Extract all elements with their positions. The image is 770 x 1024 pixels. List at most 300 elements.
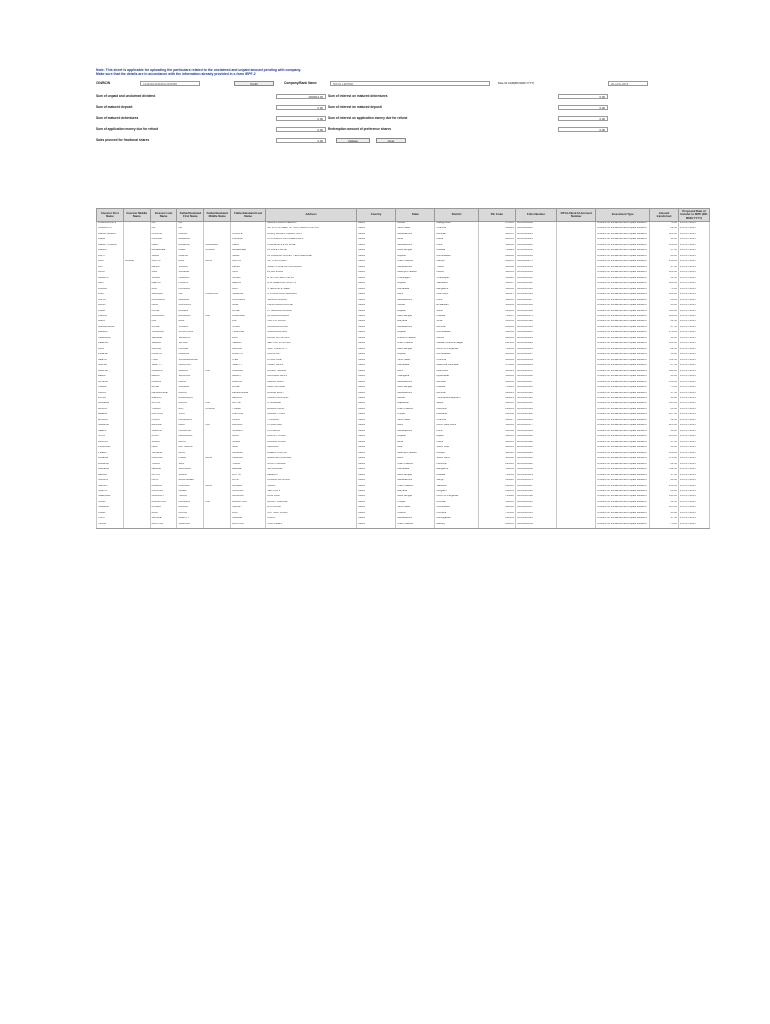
table-cell[interactable]: West Bengal — [396, 315, 435, 320]
table-cell[interactable]: JAYANAGAR — [266, 468, 357, 473]
table-cell[interactable]: Amount for unclaimed and unpaid dividend — [596, 457, 650, 462]
table-cell[interactable]: MODI — [231, 435, 266, 440]
table-cell[interactable]: Maharashtra — [396, 326, 435, 331]
table-cell[interactable]: 22.50 — [650, 227, 679, 232]
table-cell[interactable]: 300.00 — [650, 233, 679, 238]
table-cell[interactable]: KELA — [231, 244, 266, 249]
table-cell[interactable]: INDIA — [357, 353, 396, 358]
table-cell[interactable]: SEKHAR — [150, 337, 177, 342]
table-cell[interactable]: Maharashtra — [396, 517, 435, 522]
table-cell[interactable]: Pune — [435, 244, 478, 249]
table-cell[interactable]: INDIA — [357, 359, 396, 364]
table-cell[interactable]: Bareilly — [435, 523, 478, 529]
table-cell[interactable]: 395001 — [478, 310, 515, 315]
table-cell[interactable]: JOSHI — [150, 326, 177, 331]
table-cell[interactable]: Gujarat — [396, 353, 435, 358]
table-cell[interactable]: 380009 — [478, 331, 515, 336]
table-cell[interactable]: MADAN — [177, 370, 204, 375]
table-cell[interactable]: REKHA — [97, 474, 124, 479]
table-cell[interactable]: NOC0000084 — [515, 266, 556, 271]
table-cell[interactable]: CIDCO — [266, 517, 357, 522]
table-cell[interactable]: MISHRA — [150, 485, 177, 490]
table-cell[interactable]: NOC0000186 — [515, 320, 556, 325]
table-cell[interactable]: PATEL — [150, 310, 177, 315]
table-cell[interactable]: Gujarat — [396, 282, 435, 287]
table-cell[interactable]: LAL — [204, 402, 231, 407]
table-cell[interactable]: SINHA — [150, 441, 177, 446]
table-cell[interactable]: North 24 Parganas — [435, 348, 478, 353]
table-cell[interactable]: INDIA — [357, 523, 396, 529]
table-cell[interactable]: 416416 — [478, 479, 515, 484]
table-cell[interactable]: Uttar Pradesh — [396, 342, 435, 347]
table-cell[interactable]: PATIL — [150, 479, 177, 484]
table-cell[interactable]: NOC0000344 — [515, 408, 556, 413]
table-cell[interactable]: VIJAY — [177, 413, 204, 418]
table-cell[interactable]: AJIT — [97, 266, 124, 271]
table-cell[interactable]: INDIA — [357, 238, 396, 243]
table-cell[interactable]: 52.50 — [650, 419, 679, 424]
table-cell[interactable]: BOSE — [150, 386, 177, 391]
table-cell[interactable]: 27 SARDAR NAGAR — [266, 310, 357, 315]
table-cell[interactable]: 270.00 — [650, 331, 679, 336]
table-cell[interactable]: PRAKASH — [177, 430, 204, 435]
table-cell[interactable]: Maharashtra — [396, 479, 435, 484]
table-cell[interactable]: NOC0000383 — [515, 430, 556, 435]
table-cell[interactable]: Pune — [435, 430, 478, 435]
table-cell[interactable]: Patna — [435, 441, 478, 446]
table-cell[interactable]: KIRAN — [97, 392, 124, 397]
table-cell[interactable]: INDIA — [357, 517, 396, 522]
table-cell[interactable]: ABHIJIT — [97, 249, 124, 254]
table-cell[interactable]: PREETI — [97, 452, 124, 457]
table-cell[interactable]: North West Delhi — [435, 424, 478, 429]
table-cell[interactable]: Amount for unclaimed and unpaid dividend — [596, 506, 650, 511]
table-cell[interactable]: INDIA — [357, 348, 396, 353]
table-cell[interactable]: ALKA — [97, 271, 124, 276]
table-cell[interactable]: INDIA — [357, 233, 396, 238]
table-cell[interactable]: NOC0000316 — [515, 392, 556, 397]
table-cell[interactable]: Amount for unclaimed and unpaid dividend — [596, 381, 650, 386]
table-cell[interactable]: GANGULY — [150, 495, 177, 500]
table-cell[interactable]: RAGHAVAN — [177, 397, 204, 402]
table-cell[interactable]: 60.00 — [650, 490, 679, 495]
table-cell[interactable]: MODI — [150, 435, 177, 440]
agm-date-input[interactable]: 20-AUG-2015 — [608, 81, 648, 86]
table-cell[interactable]: 22.50 — [650, 320, 679, 325]
table-cell[interactable]: CHOPRA — [150, 490, 177, 495]
table-cell[interactable]: Maharashtra — [396, 266, 435, 271]
table-cell[interactable]: 641002 — [478, 506, 515, 511]
table-cell[interactable]: GOPAL — [177, 512, 204, 517]
table-cell[interactable]: INDIA — [357, 370, 396, 375]
table-cell[interactable]: 15-OCT-2015 — [678, 293, 709, 298]
table-cell[interactable]: INDIA — [357, 255, 396, 260]
table-cell[interactable]: NOC0000021 — [515, 233, 556, 238]
table-cell[interactable]: PRAVIN — [177, 282, 204, 287]
table-cell[interactable]: 117 CIVIL LINES — [266, 260, 357, 265]
table-cell[interactable]: 135.00 — [650, 310, 679, 315]
table-cell[interactable]: ABHA — [97, 238, 124, 243]
table-cell[interactable]: 82.50 — [650, 463, 679, 468]
table-cell[interactable]: NOC0000006 — [515, 222, 556, 228]
table-cell[interactable]: Amount for unclaimed and unpaid dividend — [596, 479, 650, 484]
table-cell[interactable]: PALLIKKARA HOUSE — [266, 304, 357, 309]
table-cell[interactable]: JAYANTILAL — [177, 331, 204, 336]
validate-button[interactable]: Validate — [336, 138, 370, 143]
table-cell[interactable]: RATAN — [177, 402, 204, 407]
table-cell[interactable]: KALUPUR — [266, 353, 357, 358]
table-cell[interactable]: SECTOR 9 — [266, 490, 357, 495]
table-cell[interactable]: 15-OCT-2015 — [678, 523, 709, 529]
table-cell[interactable]: Ahmedabad — [435, 255, 478, 260]
table-cell[interactable]: MALHOTRA — [231, 501, 266, 506]
table-cell[interactable]: Amount for unclaimed and unpaid dividend — [596, 320, 650, 325]
table-cell[interactable]: BHARAT — [97, 331, 124, 336]
table-cell[interactable]: INDIA — [357, 435, 396, 440]
table-cell[interactable]: NOC0000358 — [515, 413, 556, 418]
table-cell[interactable]: GOYAL — [150, 402, 177, 407]
table-cell[interactable]: PRASAD — [150, 238, 177, 243]
table-cell[interactable]: SAWANT — [150, 430, 177, 435]
table-cell[interactable]: Kerala — [396, 222, 435, 228]
table-cell[interactable]: NOC0000228 — [515, 342, 556, 347]
table-cell[interactable]: REDDY — [150, 375, 177, 380]
table-cell[interactable]: 112.50 — [650, 468, 679, 473]
table-cell[interactable]: Gujarat — [396, 310, 435, 315]
table-cell[interactable]: 45.00 — [650, 238, 679, 243]
table-cell[interactable]: VISHNU — [177, 326, 204, 331]
table-cell[interactable]: NATH — [204, 485, 231, 490]
table-cell[interactable]: THAKKAR — [231, 331, 266, 336]
table-cell[interactable]: ANANT — [177, 392, 204, 397]
table-cell[interactable]: 380001 — [478, 353, 515, 358]
table-cell[interactable]: GUPTA — [150, 260, 177, 265]
table-cell[interactable]: INDIA — [357, 331, 396, 336]
table-cell[interactable]: KUMAR — [204, 249, 231, 254]
table-cell[interactable]: 700007 — [478, 315, 515, 320]
table-cell[interactable]: Punjab — [396, 501, 435, 506]
table-cell[interactable]: 97.50 — [650, 326, 679, 331]
table-cell[interactable]: INDIA — [357, 386, 396, 391]
table-cell[interactable]: 15-OCT-2015 — [678, 359, 709, 364]
table-cell[interactable]: IYER — [231, 359, 266, 364]
table-cell[interactable]: ANAND — [97, 288, 124, 293]
table-cell[interactable]: Maharashtra — [396, 392, 435, 397]
table-cell[interactable]: 15-OCT-2015 — [678, 348, 709, 353]
table-cell[interactable]: RAJ — [177, 408, 204, 413]
table-cell[interactable]: NOC0000461 — [515, 474, 556, 479]
table-cell[interactable]: TAPAN — [177, 495, 204, 500]
table-cell[interactable]: 67.50 — [650, 441, 679, 446]
table-cell[interactable]: NOC0000093 — [515, 271, 556, 276]
table-cell[interactable]: DEEPAK — [97, 342, 124, 347]
table-cell[interactable]: 403601 — [478, 446, 515, 451]
table-cell[interactable]: 90.00 — [650, 397, 679, 402]
table-cell[interactable]: JOSHI — [231, 326, 266, 331]
table-cell[interactable]: Chandigarh — [435, 277, 478, 282]
table-cell[interactable]: 15-OCT-2015 — [678, 233, 709, 238]
table-cell[interactable]: RASTOGI — [150, 523, 177, 529]
table-cell[interactable]: NOC0000133 — [515, 293, 556, 298]
table-cell[interactable]: NOC0000335 — [515, 402, 556, 407]
table-cell[interactable]: OM — [204, 424, 231, 429]
table-cell[interactable]: 15-OCT-2015 — [678, 402, 709, 407]
table-cell[interactable]: TIWARI — [150, 408, 177, 413]
table-cell[interactable]: 141002 — [478, 413, 515, 418]
table-cell[interactable]: B 12 NEELKANTH APTS — [266, 282, 357, 287]
table-cell[interactable]: AGARWAL — [150, 315, 177, 320]
table-cell[interactable]: Punjab — [396, 413, 435, 418]
table-cell[interactable]: VENKATA — [177, 337, 204, 342]
table-cell[interactable]: 60.00 — [650, 299, 679, 304]
table-cell[interactable]: Amount for unclaimed and unpaid dividend — [596, 304, 650, 309]
table-cell[interactable]: KUMAR — [204, 408, 231, 413]
table-cell[interactable]: Aurangabad — [435, 517, 478, 522]
table-cell[interactable]: 120.00 — [650, 271, 679, 276]
table-cell[interactable]: Gujarat — [396, 255, 435, 260]
table-cell[interactable]: 15-OCT-2015 — [678, 249, 709, 254]
table-cell[interactable]: 165.00 — [650, 342, 679, 347]
table-cell[interactable]: 15-OCT-2015 — [678, 370, 709, 375]
table-cell[interactable]: Amount for unclaimed and unpaid dividend — [596, 315, 650, 320]
table-cell[interactable]: 195.00 — [650, 402, 679, 407]
table-cell[interactable]: Chandigarh — [396, 277, 435, 282]
table-cell[interactable]: 12 BURRA BAZAR — [266, 315, 357, 320]
table-cell[interactable]: RAMESH — [97, 468, 124, 473]
table-cell[interactable]: INDIA — [357, 501, 396, 506]
table-cell[interactable]: Amount for unclaimed and unpaid dividend — [596, 310, 650, 315]
table-cell[interactable]: KOLHAPUR ROAD — [266, 479, 357, 484]
table-cell[interactable]: Amount for unclaimed and unpaid dividend — [596, 370, 650, 375]
table-cell[interactable]: NOC0000040 — [515, 244, 556, 249]
table-cell[interactable]: LAJPAT NAGAR — [266, 370, 357, 375]
table-cell[interactable]: 15-OCT-2015 — [678, 506, 709, 511]
table-cell[interactable]: Varanasi — [435, 485, 478, 490]
table-cell[interactable]: VERMA — [231, 342, 266, 347]
table-cell[interactable]: NA — [150, 222, 177, 228]
table-cell[interactable]: INDIA — [357, 490, 396, 495]
table-cell[interactable]: Patna — [435, 238, 478, 243]
table-cell[interactable]: 751006 — [478, 512, 515, 517]
table-cell[interactable]: RAJKOT ROAD — [266, 435, 357, 440]
table-cell[interactable]: RAMESH — [177, 244, 204, 249]
table-cell[interactable]: HARILAL — [177, 353, 204, 358]
table-cell[interactable]: VASANT — [177, 266, 204, 271]
table-cell[interactable]: MAHESH — [97, 402, 124, 407]
table-cell[interactable]: 226001 — [478, 408, 515, 413]
table-cell[interactable]: 201301 — [478, 342, 515, 347]
table-cell[interactable]: 45.00 — [650, 304, 679, 309]
table-cell[interactable]: NOC0000508 — [515, 495, 556, 500]
table-cell[interactable]: Amount for unclaimed and unpaid dividend — [596, 227, 650, 232]
table-cell[interactable]: 15-OCT-2015 — [678, 468, 709, 473]
table-cell[interactable]: BANWARI — [177, 315, 204, 320]
table-cell[interactable]: NATH — [204, 457, 231, 462]
table-cell[interactable]: Amount for unclaimed and unpaid dividend — [596, 342, 650, 347]
table-cell[interactable]: NOC0000282 — [515, 375, 556, 380]
table-cell[interactable]: MYLAPORE — [266, 359, 357, 364]
table-cell[interactable]: 15-OCT-2015 — [678, 441, 709, 446]
table-cell[interactable]: 15-OCT-2015 — [678, 271, 709, 276]
table-cell[interactable]: SHETTY — [231, 364, 266, 369]
table-cell[interactable]: RASTOGI — [231, 523, 266, 529]
table-cell[interactable]: AMARJIT — [97, 277, 124, 282]
table-cell[interactable]: Amount for unclaimed and unpaid dividend — [596, 402, 650, 407]
table-cell[interactable]: West Bengal — [396, 386, 435, 391]
table-cell[interactable]: Tamil Nadu — [396, 506, 435, 511]
table-cell[interactable]: Maharashtra — [396, 233, 435, 238]
table-cell[interactable]: JAIN — [231, 271, 266, 276]
table-cell[interactable]: 105.00 — [650, 435, 679, 440]
table-cell[interactable]: NOC0000205 — [515, 331, 556, 336]
table-cell[interactable]: Delhi — [396, 370, 435, 375]
table-cell[interactable]: 452001 — [478, 271, 515, 276]
table-cell[interactable]: RAO — [150, 288, 177, 293]
table-cell[interactable]: DILIP — [97, 348, 124, 353]
table-cell[interactable]: 400004 — [478, 326, 515, 331]
table-cell[interactable]: West Bengal — [396, 348, 435, 353]
table-cell[interactable]: 400064 — [478, 381, 515, 386]
table-cell[interactable]: 15-OCT-2015 — [678, 304, 709, 309]
table-cell[interactable]: 110048 — [478, 457, 515, 462]
table-cell[interactable]: INDIA — [357, 282, 396, 287]
table-cell[interactable]: A MANSOOR S — [97, 222, 124, 228]
table-cell[interactable]: RAO — [231, 337, 266, 342]
table-cell[interactable]: 15-OCT-2015 — [678, 485, 709, 490]
table-cell[interactable]: KRISHNA — [177, 288, 204, 293]
table-cell[interactable]: NOC0000071 — [515, 260, 556, 265]
table-cell[interactable]: INDIA — [357, 392, 396, 397]
prefill-button[interactable]: Prefill — [234, 81, 274, 86]
table-cell[interactable]: 15-OCT-2015 — [678, 457, 709, 462]
table-cell[interactable]: MEHTA — [150, 282, 177, 287]
table-cell[interactable]: IYER — [150, 359, 177, 364]
table-cell[interactable]: CHANDRA — [204, 244, 231, 249]
table-cell[interactable]: Gurgaon — [435, 490, 478, 495]
table-cell[interactable]: H NO 451 SECTOR 22 — [266, 277, 357, 282]
table-cell[interactable]: 67.50 — [650, 249, 679, 254]
table-cell[interactable]: 75.00 — [650, 523, 679, 529]
table-cell[interactable]: GUPTA — [231, 260, 266, 265]
table-cell[interactable]: 37.50 — [650, 392, 679, 397]
table-cell[interactable]: BABU — [97, 320, 124, 325]
table-cell[interactable]: Bihar — [396, 441, 435, 446]
table-cell[interactable]: KAPOOR — [231, 413, 266, 418]
table-cell[interactable]: 400070 — [478, 233, 515, 238]
table-cell[interactable]: 300.00 — [650, 293, 679, 298]
table-cell[interactable]: SANJAY — [97, 485, 124, 490]
table-cell[interactable]: 55.00 — [650, 353, 679, 358]
table-cell[interactable]: YADAV — [150, 463, 177, 468]
table-cell[interactable]: C 45 RAJOURI GARDEN — [266, 293, 357, 298]
table-cell[interactable]: 15-OCT-2015 — [678, 452, 709, 457]
table-cell[interactable]: KUMAR — [150, 506, 177, 511]
table-cell[interactable]: NOC0000152 — [515, 304, 556, 309]
table-cell[interactable]: NOC0000126 — [515, 288, 556, 293]
table-cell[interactable]: MISHRA — [231, 485, 266, 490]
table-cell[interactable]: 125055 — [478, 320, 515, 325]
table-cell[interactable]: NOC0000527 — [515, 506, 556, 511]
table-cell[interactable]: SHANTI NIKETAN NAUPADA — [266, 266, 357, 271]
table-cell[interactable]: New Delhi — [435, 370, 478, 375]
table-cell[interactable]: Gujarat — [396, 331, 435, 336]
table-cell[interactable]: Rajkot — [435, 435, 478, 440]
table-cell[interactable]: 14 PARIMAL SOCIETY ELLISBRIDGE — [266, 255, 357, 260]
table-cell[interactable]: NOC0000301 — [515, 386, 556, 391]
table-cell[interactable]: 226010 — [478, 463, 515, 468]
table-cell[interactable]: 15-OCT-2015 — [678, 501, 709, 506]
table-cell[interactable]: LAL — [231, 320, 266, 325]
table-cell[interactable]: BALKRISHNA — [97, 326, 124, 331]
company-name-input[interactable]: NOCIL LIMITED — [330, 81, 490, 86]
table-cell[interactable]: Jaipur — [435, 402, 478, 407]
table-cell[interactable]: MENON — [150, 397, 177, 402]
table-cell[interactable]: INDIA — [357, 381, 396, 386]
table-cell[interactable]: Hyderabad — [435, 375, 478, 380]
table-cell[interactable]: GEETA — [97, 359, 124, 364]
table-cell[interactable] — [204, 523, 231, 529]
table-cell[interactable]: 15-OCT-2015 — [678, 413, 709, 418]
table-cell[interactable]: NA — [177, 227, 204, 232]
table-cell[interactable]: PATEL — [231, 310, 266, 315]
table-cell[interactable]: Kolkata — [435, 474, 478, 479]
table-cell[interactable]: DHIRAJLAL — [177, 435, 204, 440]
table-cell[interactable]: SWAMY — [231, 506, 266, 511]
table-cell[interactable]: BALASAHEB — [177, 479, 204, 484]
table-cell[interactable]: NAIR — [231, 304, 266, 309]
table-cell[interactable]: NOC0000234 — [515, 348, 556, 353]
table-cell[interactable]: Amount for unclaimed and unpaid dividend — [596, 271, 650, 276]
table-cell[interactable]: Amount for unclaimed and unpaid dividend — [596, 288, 650, 293]
table-cell[interactable]: INDIA — [357, 244, 396, 249]
table-cell[interactable]: Chennai — [435, 227, 478, 232]
table-cell[interactable]: Amount for unclaimed and unpaid dividend — [596, 517, 650, 522]
table-cell[interactable]: KUMAR — [123, 260, 150, 265]
table-cell[interactable]: INDIA — [357, 222, 396, 228]
table-cell[interactable]: Mumbai — [435, 392, 478, 397]
table-cell[interactable]: 560004 — [478, 288, 515, 293]
table-cell[interactable]: GOPALAN — [177, 304, 204, 309]
table-cell[interactable]: Amount for unclaimed and unpaid dividend — [596, 233, 650, 238]
table-cell[interactable]: 15-OCT-2015 — [678, 517, 709, 522]
table-cell[interactable]: 15-OCT-2015 — [678, 342, 709, 347]
table-cell[interactable]: 221010 — [478, 485, 515, 490]
table-cell[interactable]: C/O HINDUSTAN CHEMICALS — [266, 238, 357, 243]
table-cell[interactable]: LAXMI — [97, 397, 124, 402]
table-cell[interactable]: RS PURAM — [266, 506, 357, 511]
table-cell[interactable]: INDIA — [357, 402, 396, 407]
table-cell[interactable]: West Bengal — [396, 474, 435, 479]
table-cell[interactable]: 380006 — [478, 255, 515, 260]
table-cell[interactable]: 150.00 — [650, 244, 679, 249]
table-cell[interactable]: KOTHRUD — [266, 430, 357, 435]
table-cell[interactable]: SHETTY — [150, 364, 177, 369]
table-cell[interactable]: 25 LAKE PLACE — [266, 249, 357, 254]
table-cell[interactable]: INDIA — [357, 299, 396, 304]
table-cell[interactable]: Madhya Pradesh — [396, 452, 435, 457]
table-cell[interactable]: SAXENA — [231, 452, 266, 457]
table-cell[interactable]: KHALIL — [177, 233, 204, 238]
table-cell[interactable]: ADITI — [97, 255, 124, 260]
table-cell[interactable]: Amount for unclaimed and unpaid dividend — [596, 249, 650, 254]
table-cell[interactable]: 600017 — [478, 419, 515, 424]
table-cell[interactable]: Maharashtra — [396, 430, 435, 435]
table-cell[interactable]: 15-OCT-2015 — [678, 310, 709, 315]
table-cell[interactable]: INDIA — [357, 424, 396, 429]
table-cell[interactable]: NOC0000278 — [515, 370, 556, 375]
table-cell[interactable]: Coimbatore — [435, 506, 478, 511]
table-cell[interactable]: 15-OCT-2015 — [678, 386, 709, 391]
